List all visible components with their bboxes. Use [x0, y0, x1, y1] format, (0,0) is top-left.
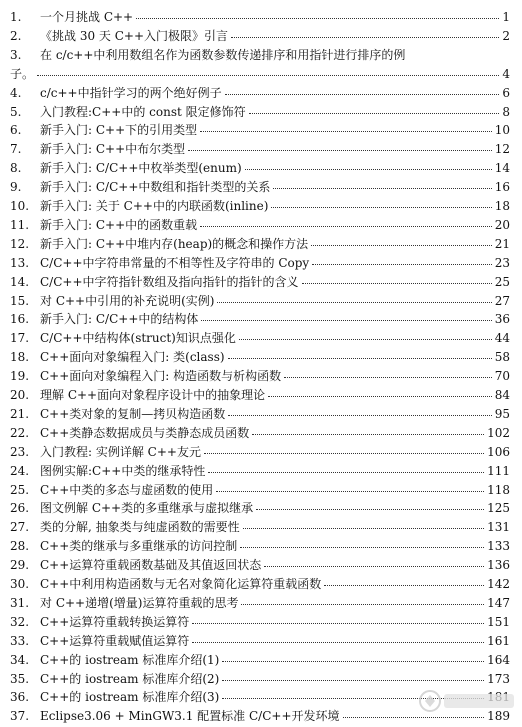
entry-title: 新手入门: C++中堆内存(heap)的概念和操作方法	[40, 236, 309, 251]
entry-number: 2.	[10, 28, 22, 43]
entry-title: 新手入门: C/C++中枚举类型(enum)	[40, 161, 242, 176]
dot-leader	[225, 82, 500, 95]
entry-title: C++中类的多态与虚函数的使用	[40, 482, 214, 497]
entry-number: 31.	[10, 595, 30, 610]
dot-leader	[208, 460, 484, 473]
entry-number: 16.	[10, 312, 30, 327]
dot-leader	[268, 384, 492, 397]
dot-leader	[136, 6, 499, 19]
entry-number: 29.	[10, 558, 30, 573]
entry-number: 9.	[10, 180, 22, 195]
entry-title: 类的分解, 抽象类与纯虚函数的需要性	[40, 520, 240, 535]
entry-title: 对 C++中引用的补充说明(实例)	[40, 293, 215, 308]
entry-page-number: 147	[487, 595, 510, 610]
dot-leader	[204, 441, 484, 454]
entry-page-number: 142	[487, 577, 510, 591]
dot-leader	[324, 573, 484, 586]
dot-leader	[240, 535, 484, 548]
entry-title: 《挑战 30 天 C++入门极限》引言	[40, 28, 229, 43]
entry-number: 7.	[10, 142, 22, 157]
entry-number: 22.	[10, 425, 30, 440]
entry-page-number: 4	[502, 66, 510, 81]
entry-page-number: 118	[487, 482, 510, 497]
entry-number: 33.	[10, 633, 30, 648]
entry-number: 37.	[10, 709, 30, 724]
dot-leader	[200, 119, 492, 132]
entry-number: 28.	[10, 539, 30, 554]
entry-page-number: 133	[487, 539, 510, 554]
entry-number: 25.	[10, 482, 30, 497]
entry-page-number: 102	[487, 425, 510, 440]
entry-page-number: 151	[487, 614, 510, 629]
entry-title: C++的 iostream 标准库介绍(3)	[40, 690, 220, 705]
entry-number: 18.	[10, 350, 30, 365]
dot-leader	[192, 611, 484, 624]
entry-title: 在 c/c++中利用数组名作为函数参数传递排序和用指针进行排序的例	[40, 47, 406, 62]
entry-number: 15.	[10, 293, 30, 308]
entry-line	[40, 27, 510, 46]
entry-page-number: 2	[502, 28, 510, 43]
watermark-logo	[418, 683, 518, 719]
entry-page-number: 106	[487, 444, 510, 459]
entry-title: C++类对象的复制—拷贝构造函数	[40, 406, 226, 421]
entry-page-number: 161	[487, 633, 510, 648]
dot-leader	[222, 668, 484, 681]
dot-leader	[37, 63, 499, 76]
entry-number: 32.	[10, 614, 30, 629]
entry-number: 1.	[10, 10, 22, 24]
entry-title: Eclipse3.06 + MinGW3.1 配置标准 C/C++开发环境	[40, 709, 340, 724]
entry-page-number: 173	[487, 671, 510, 686]
dot-leader	[284, 365, 492, 378]
dot-leader	[256, 497, 484, 510]
entry-page-number: 36	[494, 312, 510, 327]
entry-title: 新手入门: C++中布尔类型	[40, 142, 186, 157]
entry-page-number: 136	[487, 558, 510, 573]
entry-page-number: 58	[494, 350, 510, 365]
dot-leader	[312, 252, 492, 265]
entry-page-number: 84	[494, 388, 510, 402]
dot-leader	[271, 195, 491, 208]
entry-number: 30.	[10, 577, 30, 591]
entry-title: C++面向对象编程入门: 类(class)	[40, 350, 225, 365]
entry-page-number: 111	[487, 463, 510, 478]
entry-number: 20.	[10, 388, 30, 402]
entry-page-number: 27	[494, 293, 510, 308]
dot-leader	[217, 290, 491, 303]
entry-title: C++的 iostream 标准库介绍(2)	[40, 671, 220, 686]
entry-title-continuation: 子。	[10, 66, 35, 81]
entry-title: C/C++中字符指针数组及指向指针的指针的含义	[40, 274, 299, 289]
entry-page-number: 6	[502, 85, 510, 100]
entry-number: 13.	[10, 255, 30, 270]
dot-leader	[241, 592, 484, 605]
dot-leader	[249, 101, 500, 114]
entry-title: C++类静态数据成员与类静态成员函数	[40, 425, 250, 440]
entry-title: C++运算符重载赋值运算符	[40, 633, 190, 648]
entry-page-number: 189	[487, 709, 510, 724]
dot-leader	[252, 422, 484, 435]
entry-number: 5.	[10, 104, 22, 119]
entry-page-number: 21	[494, 236, 510, 251]
dot-leader	[201, 308, 491, 321]
dot-leader	[311, 233, 492, 246]
entry-page-number: 25	[494, 274, 510, 289]
entry-number: 34.	[10, 652, 30, 667]
entry-title: 一个月挑战 C++	[40, 10, 134, 24]
entry-title: C++面向对象编程入门: 构造函数与析构函数	[40, 369, 282, 384]
entry-page-number: 44	[494, 331, 510, 346]
entry-title: 新手入门: C/C++中数组和指针类型的关系	[40, 180, 271, 195]
entry-title: C++运算符重载转换运算符	[40, 614, 190, 629]
entry-title: C/C++中字符串常量的不相等性及字符串的 Copy	[40, 255, 310, 270]
entry-title: 入门教程: 实例详解 C++友元	[40, 444, 201, 459]
entry-number: 11.	[10, 217, 30, 232]
entry-title: c/c++中指针学习的两个绝好例子	[40, 85, 222, 100]
entry-number: 35.	[10, 671, 30, 686]
entry-title: 新手入门: 关于 C++中的内联函数(inline)	[40, 199, 269, 213]
entry-page-number: 16	[494, 180, 510, 195]
entry-page-number: 20	[494, 217, 510, 232]
dot-leader	[302, 271, 492, 284]
entry-number: 36.	[10, 690, 30, 705]
entry-title: C++类的继承与多重继承的访问控制	[40, 539, 238, 554]
entry-number: 12.	[10, 236, 30, 251]
entry-number: 4.	[10, 85, 22, 100]
dot-leader	[188, 138, 492, 151]
dot-leader	[228, 403, 491, 416]
entry-page-number: 131	[487, 520, 510, 535]
entry-page-number: 8	[502, 104, 510, 119]
entry-title: 新手入门: C/C++中的结构体	[40, 312, 199, 327]
entry-page-number: 10	[494, 123, 510, 138]
entry-number: 24.	[10, 463, 30, 478]
dot-leader	[216, 479, 484, 492]
entry-number: 23.	[10, 444, 30, 459]
toc-entry[interactable]	[0, 27, 522, 46]
entry-page-number: 23	[494, 255, 510, 270]
entry-title: 入门教程:C++中的 const 限定修饰符	[40, 104, 246, 119]
dot-leader	[273, 176, 491, 189]
entry-page-number: 164	[487, 652, 510, 667]
entry-number: 14.	[10, 274, 30, 289]
entry-title: 新手入门: C++下的引用类型	[40, 123, 198, 138]
dot-leader	[192, 630, 484, 643]
entry-title: 图文例解 C++类的多重继承与虚拟继承	[40, 501, 254, 516]
dot-leader	[243, 516, 484, 529]
entry-number: 6.	[10, 123, 22, 138]
dot-leader	[231, 25, 499, 38]
dot-leader	[239, 327, 492, 340]
entry-title: 理解 C++面向对象程序设计中的抽象理论	[40, 388, 266, 402]
dot-leader	[222, 649, 484, 662]
dot-leader	[200, 214, 492, 227]
entry-number: 17.	[10, 331, 30, 346]
entry-title: C++中利用构造函数与无名对象简化运算符重载函数	[40, 577, 322, 591]
entry-number: 10.	[10, 199, 30, 213]
entry-page-number: 1	[502, 10, 510, 24]
entry-title: C++的 iostream 标准库介绍(1)	[40, 652, 220, 667]
entry-page-number: 70	[494, 369, 510, 384]
dot-leader	[228, 346, 492, 359]
entry-page-number: 18	[494, 199, 510, 213]
entry-number: 19.	[10, 369, 30, 384]
entry-number: 26.	[10, 501, 30, 516]
entry-title: 对 C++递增(增量)运算符重载的思考	[40, 595, 239, 610]
entry-page-number: 14	[494, 161, 510, 176]
entry-number: 8.	[10, 161, 22, 176]
dot-leader	[264, 554, 484, 567]
entry-number: 21.	[10, 406, 30, 421]
entry-page-number: 125	[487, 501, 510, 516]
entry-page-number: 12	[494, 142, 510, 157]
entry-title: C++运算符重载函数基础及其值返回状态	[40, 558, 262, 573]
entry-number: 27.	[10, 520, 30, 535]
dot-leader	[245, 157, 492, 170]
entry-title: C/C++中结构体(struct)知识点强化	[40, 331, 236, 346]
entry-page-number: 95	[494, 406, 510, 421]
entry-title: 新手入门: C++中的函数重载	[40, 217, 198, 232]
entry-title: 图例实解:C++中类的继承特性	[40, 463, 206, 478]
entry-number: 3.	[10, 47, 22, 62]
